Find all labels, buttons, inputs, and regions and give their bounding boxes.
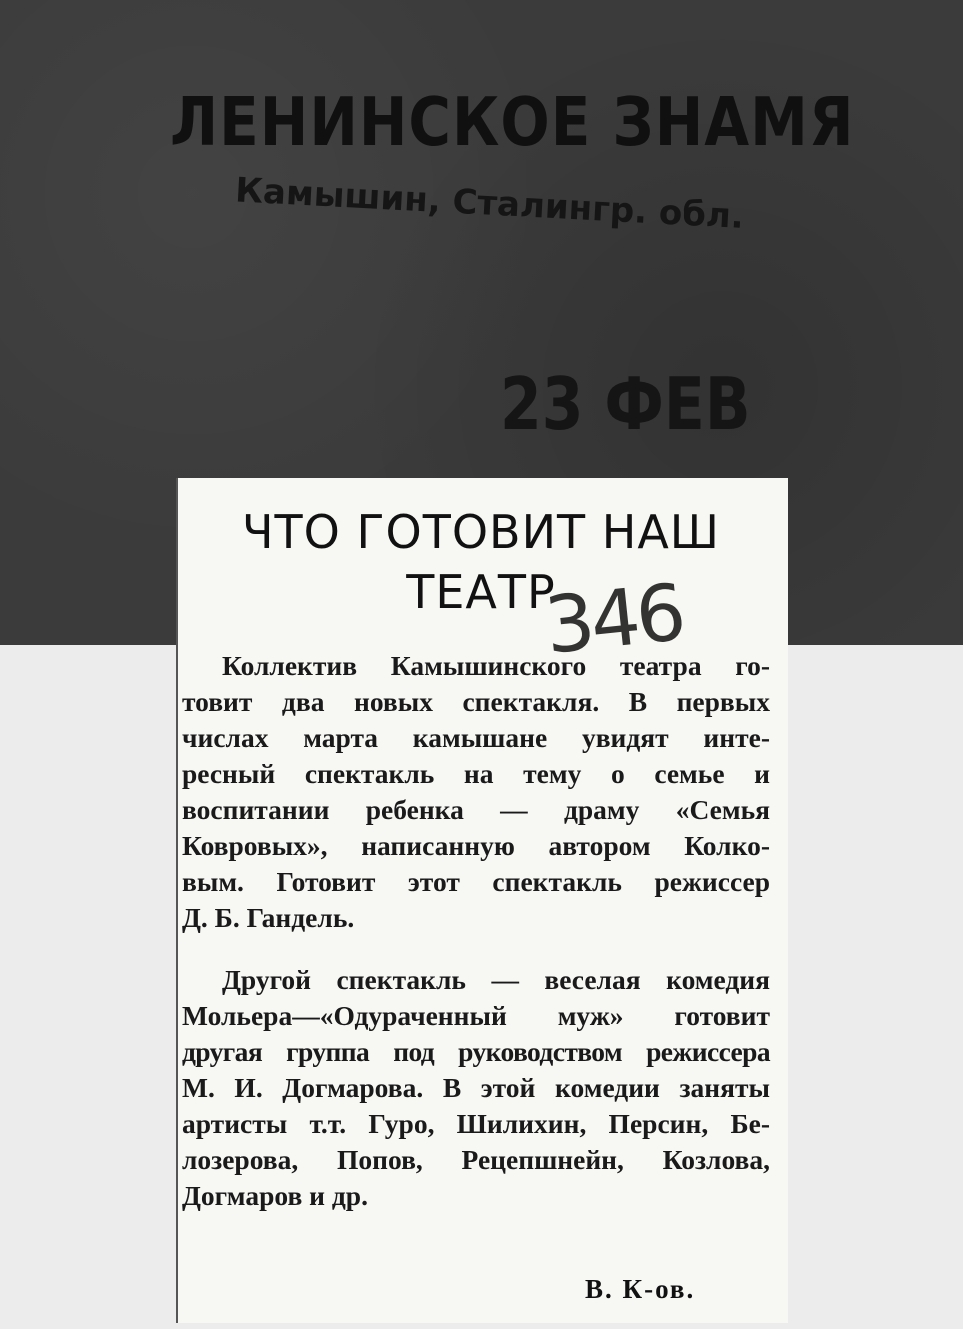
paragraph-line: Другой спектакль — веселая комедия: [222, 964, 770, 995]
newspaper-stamp-title: ЛЕНИНСКОЕ ЗНАМЯ: [170, 82, 855, 162]
paragraph-line: товит два новых спектакля. В первых: [182, 686, 770, 717]
newspaper-stamp-place: Камышин, Сталингр. обл.: [234, 170, 745, 237]
headline-line-2: ТЕАТР: [406, 565, 556, 619]
paragraph-line: Мольера—«Одураченный муж» готовит: [182, 1000, 770, 1031]
paragraph-line: Ковровых», написанную автором Колко-: [182, 830, 770, 861]
paragraph-line: вым. Готовит этот спектакль режиссер: [182, 866, 770, 897]
paragraph-line: Д. Б. Гандель.: [182, 902, 355, 933]
paragraph-line: лозерова, Попов, Рецепшнейн, Козлова,: [182, 1144, 770, 1175]
paragraph-line: ресный спектакль на тему о семье и: [182, 758, 770, 789]
headline-line-1: ЧТО ГОТОВИТ НАШ: [242, 505, 720, 559]
article-signature: В. К-ов.: [585, 1274, 696, 1304]
paragraph-line: Догмаров и др.: [182, 1180, 368, 1211]
article-paragraph-2: [182, 962, 770, 1214]
paragraph-line: Коллектив Камышинского театра го-: [222, 650, 770, 681]
newspaper-stamp-date: 23 ФЕВ: [500, 363, 751, 447]
paragraph-line: воспитании ребенка — драму «Семья: [182, 794, 770, 825]
article-paragraph-1: [182, 648, 770, 936]
paragraph-line: другая группа под руководством режиссера: [182, 1036, 770, 1067]
paragraph-line: артисты т.т. Гуро, Шилихин, Персин, Бе-: [182, 1108, 770, 1139]
paragraph-line: числах марта камышане увидят инте-: [182, 722, 770, 753]
handwritten-number: 346: [540, 568, 687, 672]
paragraph-line: М. И. Догмарова. В этой комедии заняты: [182, 1072, 770, 1103]
